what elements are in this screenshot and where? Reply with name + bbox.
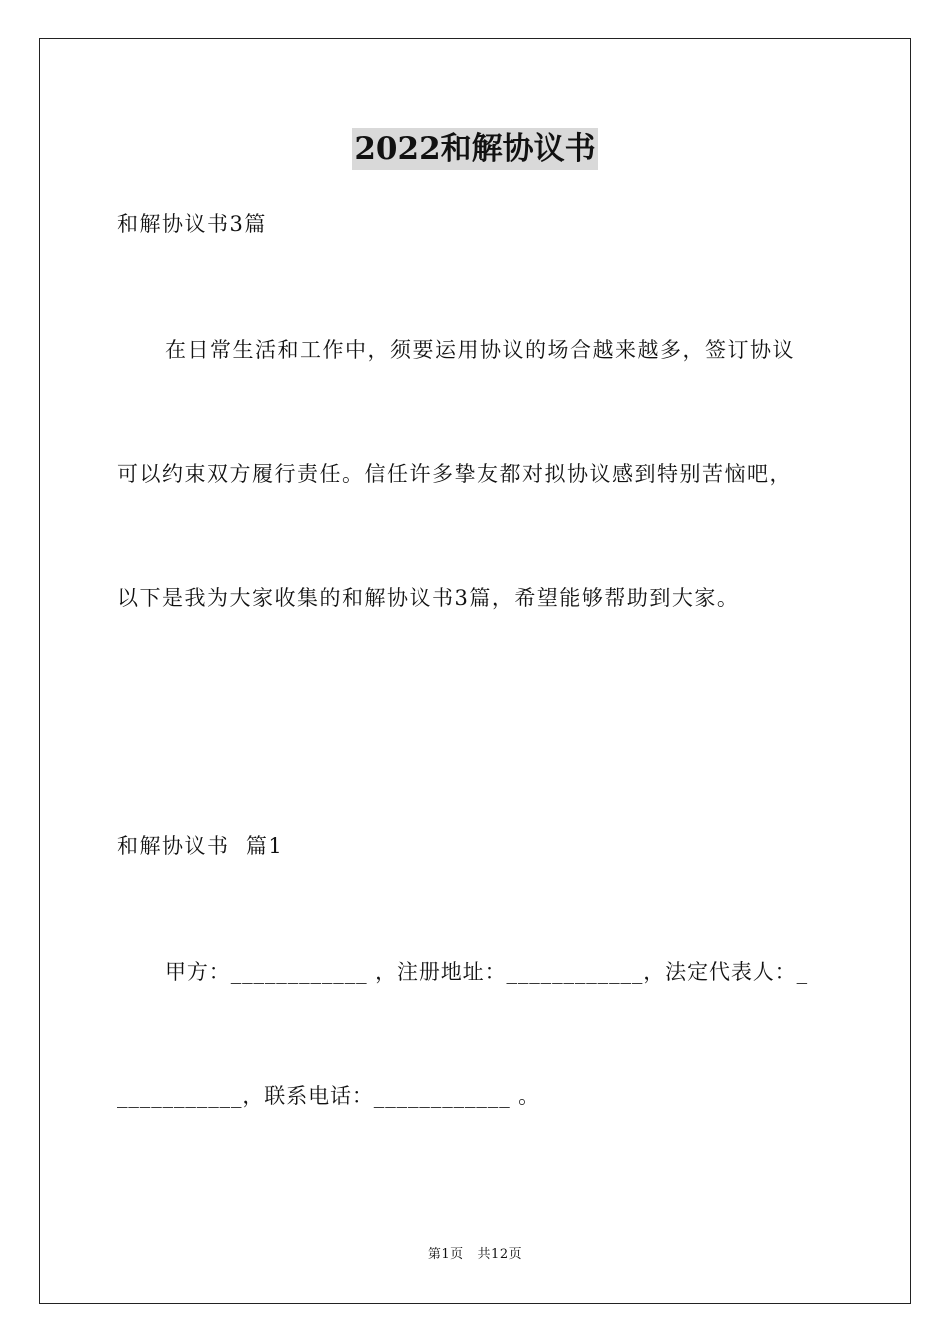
section-heading: 和解协议书 篇1: [117, 834, 284, 858]
document-subtitle: 和解协议书3篇: [117, 212, 267, 236]
title-container: [0, 128, 950, 170]
intro-line-1: 在日常生活和工作中，须要运用协议的场合越来越多，签订协议: [165, 338, 795, 362]
party-a-line-1: 甲方：____________ ，注册地址：____________，法定代表人：_: [165, 960, 808, 984]
page-footer: 第1页 共12页: [427, 1247, 523, 1262]
document-title: 2022和解协议书: [352, 128, 597, 170]
intro-line-2: 可以约束双方履行责任。信任许多挚友都对拟协议感到特别苦恼吧，: [117, 462, 792, 486]
party-a-line-2: ___________，联系电话：____________ 。: [117, 1084, 541, 1108]
intro-line-3: 以下是我为大家收集的和解协议书3篇，希望能够帮助到大家。: [117, 586, 740, 610]
